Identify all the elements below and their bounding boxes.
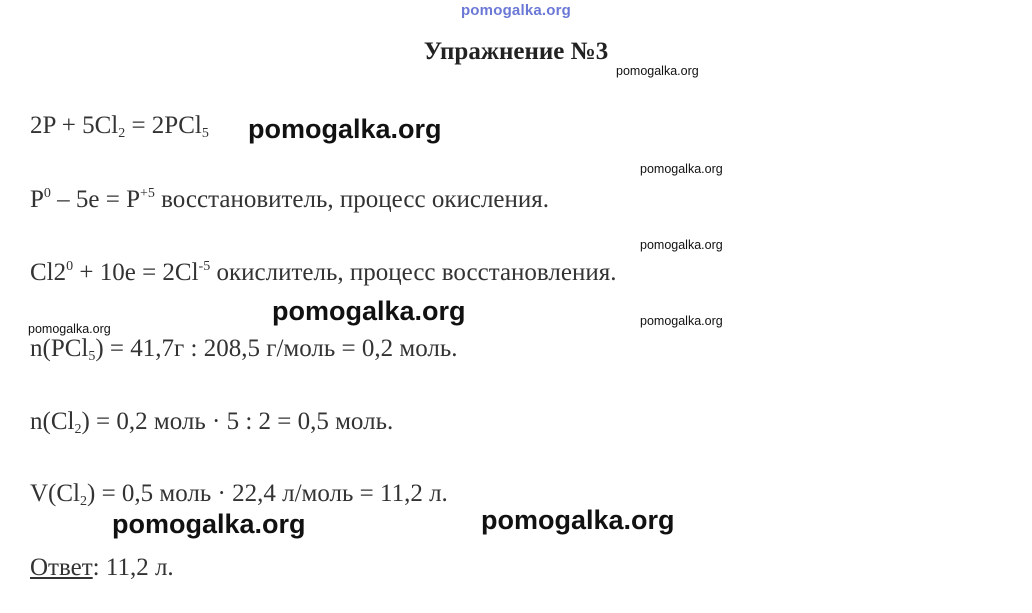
- eq6-part-b: ) = 0,5 моль · 22,4 л/моль = 11,2 л.: [87, 480, 448, 507]
- equation-oxidation: [30, 186, 549, 214]
- watermark-small: pomogalka.org: [640, 238, 723, 252]
- eq5-part-a: n(Cl: [30, 408, 75, 435]
- eq1-sub-a: 2: [118, 126, 126, 141]
- equation-reduction: [30, 259, 616, 287]
- eq6-sub-a: 2: [80, 494, 87, 509]
- eq2-part-b: – 5e = P: [50, 186, 141, 213]
- header-watermark[interactable]: pomogalka.org: [460, 2, 572, 19]
- watermark-small: pomogalka.org: [640, 314, 723, 328]
- watermark-large: pomogalka.org: [272, 296, 466, 326]
- eq4-part-a: n(PCl: [30, 335, 89, 362]
- eq1-part-b: = 2PCl: [125, 112, 202, 139]
- eq4-part-b: ) = 41,7г : 208,5 г/моль = 0,2 моль.: [95, 335, 458, 362]
- equation-reaction: [30, 112, 209, 142]
- equation-volume-cl2: [30, 480, 448, 510]
- watermark-large: pomogalka.org: [112, 509, 306, 539]
- answer-value: : 11,2 л.: [92, 554, 174, 581]
- eq4-sub-a: 5: [88, 349, 96, 364]
- eq1-part-a: 2P + 5Cl: [30, 112, 119, 139]
- watermark-small: pomogalka.org: [28, 322, 111, 336]
- answer-line: [30, 554, 174, 582]
- watermark-small: pomogalka.org: [616, 64, 699, 78]
- eq3-sup-a: 0: [66, 259, 74, 274]
- watermark-large: pomogalka.org: [248, 114, 442, 144]
- eq3-part-c: окислитель, процесс восстановления.: [210, 259, 617, 286]
- eq2-part-a: P: [30, 186, 44, 213]
- equation-moles-pcl5: [30, 335, 458, 365]
- eq5-sub-a: 2: [74, 422, 82, 437]
- eq2-part-c: восстановитель, процесс окисления.: [154, 186, 550, 213]
- watermark-small: pomogalka.org: [640, 162, 723, 176]
- eq3-part-b: + 10e = 2Cl: [73, 259, 199, 286]
- eq1-sub-b: 5: [201, 126, 209, 141]
- eq5-part-b: ) = 0,2 моль · 5 : 2 = 0,5 моль.: [81, 408, 394, 435]
- equation-moles-cl2: [30, 408, 393, 438]
- page-title: Упражнение №3: [423, 38, 609, 65]
- eq3-sup-b: -5: [198, 259, 211, 274]
- eq6-part-a: V(Cl: [30, 480, 80, 507]
- watermark-large: pomogalka.org: [481, 505, 675, 535]
- eq3-part-a: Cl2: [30, 259, 67, 286]
- eq2-sup-b: +5: [140, 186, 155, 201]
- eq2-sup-a: 0: [43, 186, 51, 201]
- answer-label: Ответ: [30, 554, 93, 581]
